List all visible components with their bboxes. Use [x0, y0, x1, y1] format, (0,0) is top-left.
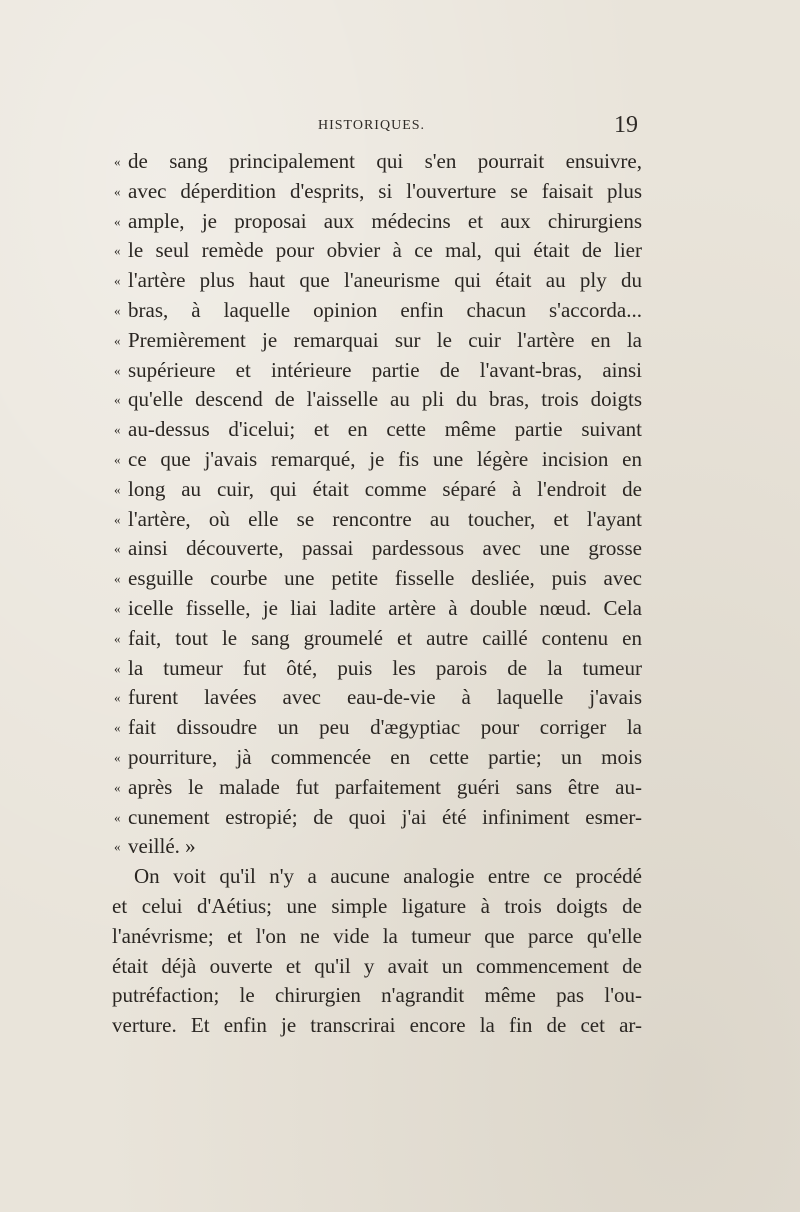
quote-mark: «: [114, 600, 121, 616]
quote-mark: «: [114, 809, 121, 825]
quote-line: [114, 147, 642, 177]
quote-mark: «: [114, 541, 121, 557]
quote-line-text: la tumeur fut ôté, puis les parois de la tumeur: [128, 655, 642, 680]
quote-line-text: l'artère plus haut que l'aneurisme qui était au ply du: [128, 268, 642, 293]
quote-mark: «: [114, 749, 121, 765]
quote-mark: «: [114, 183, 121, 199]
quote-mark: «: [114, 451, 121, 467]
quote-line: [114, 534, 642, 564]
quote-mark: «: [114, 660, 121, 676]
quote-line-text: esguille courbe une petite fisselle desliée, puis avec: [128, 566, 642, 591]
quote-mark: «: [114, 422, 121, 438]
quote-line-text: bras, à laquelle opinion enfin chacun s'accorda...: [128, 297, 642, 322]
quote-line: [114, 564, 642, 594]
quote-line-text: après le malade fut parfaitement guéri sans être au-: [128, 774, 642, 799]
paragraph-line: verture. Et enfin je transcrirai encore la fin de cet ar-: [112, 1013, 642, 1038]
paragraph-line: putréfaction; le chirurgien n'agrandit même pas l'ou-: [112, 983, 642, 1008]
paragraph: [0, 862, 800, 1041]
quote-line-text: long au cuir, qui était comme séparé à l'endroit de: [128, 476, 642, 501]
quote-line: [114, 683, 642, 713]
quote-line-text: furent lavées avec eau-de-vie à laquelle j'avais: [128, 685, 642, 710]
quote-line: [114, 356, 642, 386]
quote-mark: «: [114, 720, 121, 736]
quote-line-text: ainsi découverte, passai pardessous avec une grosse: [128, 536, 642, 561]
quote-line: [114, 803, 642, 833]
quote-line-text: l'artère, où elle se rencontre au toucher, et l'ayant: [128, 506, 642, 531]
quote-mark: «: [114, 571, 121, 587]
quote-line: [114, 266, 642, 296]
quote-line: [114, 236, 642, 266]
quote-mark: «: [114, 243, 121, 259]
quote-mark: «: [114, 213, 121, 229]
body-text: [0, 147, 800, 1041]
quote-mark: «: [114, 511, 121, 527]
quote-line-text: le seul remède pour obvier à ce mal, qui était de lier: [128, 238, 642, 263]
quote-line: [114, 743, 642, 773]
paragraph-line: était déjà ouverte et qu'il y avait un commencement de: [112, 953, 642, 978]
quote-line-text: cunement estropié; de quoi j'ai été infiniment esmer-: [128, 804, 642, 829]
quote-line: [114, 296, 642, 326]
page-number: 19: [614, 112, 638, 138]
quote-line-text: ce que j'avais remarqué, je fis une légère incision en: [128, 446, 642, 471]
quote-mark: «: [114, 690, 121, 706]
quote-line: [114, 207, 642, 237]
quote-mark: «: [114, 630, 121, 646]
paragraph-line: et celui d'Aétius; une simple ligature à trois doigts de: [112, 893, 642, 918]
quote-line-text: icelle fisselle, je liai ladite artère à double nœud. Cela: [128, 595, 642, 620]
quote-line-text: au-dessus d'icelui; et en cette même partie suivant: [128, 417, 642, 442]
quote-line: [114, 594, 642, 624]
quotation-block: [0, 147, 800, 862]
quote-line-text: avec déperdition d'esprits, si l'ouverture se faisait plus: [128, 178, 642, 203]
quote-line-text: Premièrement je remarquai sur le cuir l'artère en la: [128, 327, 642, 352]
quote-line-text: fait dissoudre un peu d'ægyptiac pour corriger la: [128, 715, 642, 740]
running-head: HISTORIQUES.: [318, 118, 426, 133]
quote-line-text: de sang principalement qui s'en pourrait ensuivre,: [128, 149, 642, 173]
quote-line: [114, 445, 642, 475]
quote-line: [114, 773, 642, 803]
quote-mark: «: [114, 332, 121, 348]
quote-mark: «: [114, 392, 121, 408]
quote-line: [114, 505, 642, 535]
quote-mark: «: [114, 779, 121, 795]
paragraph-line: On voit qu'il n'y a aucune analogie entre ce procédé: [134, 864, 642, 889]
quote-line-text: pourriture, jà commencée en cette partie; un mois: [128, 744, 642, 769]
quote-mark: «: [114, 273, 121, 289]
quote-mark: «: [114, 302, 121, 318]
quote-line: [114, 415, 642, 445]
quote-line-text: fait, tout le sang groumelé et autre caillé contenu en: [128, 625, 642, 650]
quote-mark: «: [114, 481, 121, 497]
quote-line-last: [114, 832, 642, 862]
quote-line: [114, 385, 642, 415]
quote-line: [114, 713, 642, 743]
quote-line-text: qu'elle descend de l'aisselle au pli du bras, trois doigts: [128, 387, 642, 412]
quote-line-text: supérieure et intérieure partie de l'avant-bras, ainsi: [128, 357, 642, 382]
quote-line: [114, 177, 642, 207]
quote-mark: «: [114, 154, 121, 169]
quote-line: [114, 624, 642, 654]
quote-line-text: ample, je proposai aux médecins et aux chirurgiens: [128, 208, 642, 233]
quote-mark: «: [114, 839, 121, 855]
quote-line: [114, 654, 642, 684]
quote-line: [114, 475, 642, 505]
quote-line-text: veillé. »: [128, 834, 196, 859]
quote-line: [114, 326, 642, 356]
quote-mark: «: [114, 362, 121, 378]
paragraph-line: l'anévrisme; et l'on ne vide la tumeur que parce qu'elle: [112, 923, 642, 948]
